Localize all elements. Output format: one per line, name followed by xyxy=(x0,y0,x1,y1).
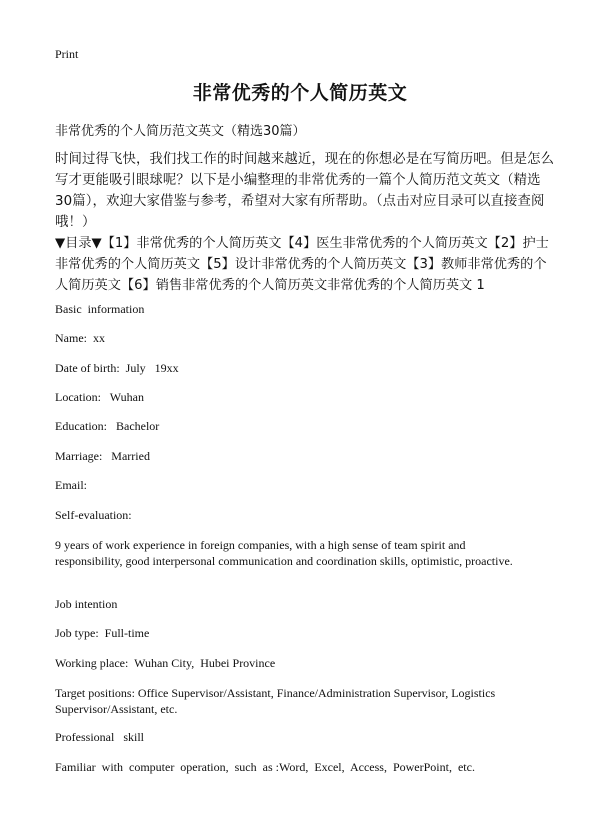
self-evaluation-heading: Self-evaluation: xyxy=(55,508,132,522)
intro-paragraph: 时间过得飞快，我们找工作的时间越来越近，现在的你想必是在写简历吧。但是怎么写才更能吸引眼球呢？以下是小编整理的非常优秀的一篇个人简历范文英文（精选30篇），欢迎大家借鉴与参考，希望对大家有所帮助。（点击对应目录可以直接查阅哦！） xyxy=(55,152,555,230)
table-of-contents[interactable]: ▼目录▼【1】非常优秀的个人简历英文【4】医生非常优秀的个人简历英文【2】护士非常优秀的个人简历英文【5】设计非常优秀的个人简历英文【3】教师非常优秀的个人简历英文【6】销售非常优秀的个人简历英文非常优秀的个人简历英文 1 xyxy=(55,236,549,293)
email-line: Email: xyxy=(55,478,87,492)
familiar-skills-line: Familiar with computer operation, such as :Word, Excel, Access, PowerPoint, etc. xyxy=(55,760,475,774)
job-intention-heading: Job intention xyxy=(55,597,118,611)
target-positions-text: Target positions: Office Supervisor/Assistant, Finance/Administration Supervisor, Logistics Supervisor/Assistant, etc. xyxy=(55,686,496,716)
print-link[interactable]: Print xyxy=(55,47,79,61)
section-basic-information: Basic information xyxy=(55,302,145,316)
self-evaluation-text: 9 years of work experience in foreign companies, with a high sense of team spirit and responsibility, good interpersonal communication and coordination skills, optimistic, proactive. xyxy=(55,538,513,568)
marriage-line: Marriage: Married xyxy=(55,449,150,463)
professional-skill-heading: Professional skill xyxy=(55,730,144,744)
education-line: Education: Bachelor xyxy=(55,419,160,433)
page-title: 非常优秀的个人简历英文 xyxy=(192,82,408,104)
job-type-line: Job type: Full-time xyxy=(55,626,150,640)
name-line: Name: xx xyxy=(55,331,105,345)
date-of-birth-line: Date of birth: July 19xx xyxy=(55,361,179,375)
location-line: Location: Wuhan xyxy=(55,390,144,404)
subtitle: 非常优秀的个人简历范文英文（精选30篇） xyxy=(55,124,306,139)
working-place-line: Working place: Wuhan City, Hubei Province xyxy=(55,656,276,670)
